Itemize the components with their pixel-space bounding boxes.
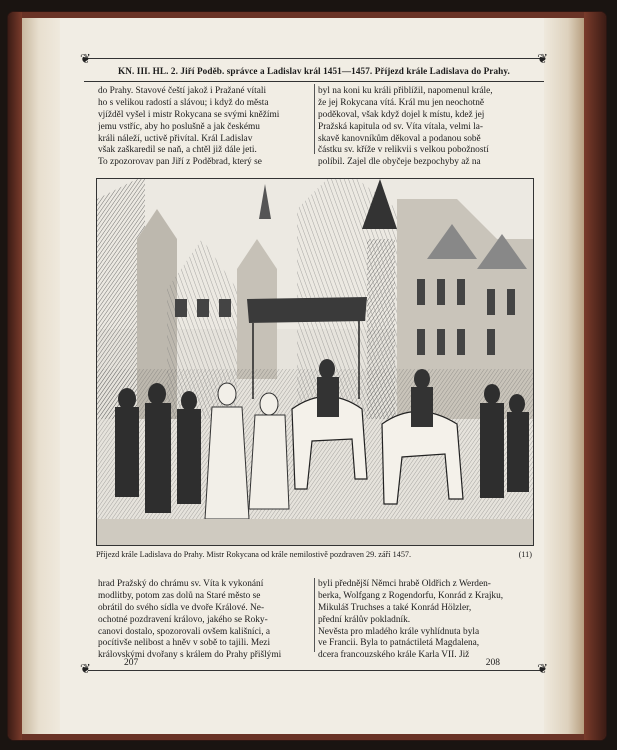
figure-number: (11)	[518, 550, 532, 559]
text-line: Pražská kapitula od sv. Víta vítala, velmi la-	[318, 121, 484, 132]
text-line: dcera francouzského krále Karla VII. Již	[318, 650, 470, 661]
corner-ornament-icon: ❦	[80, 51, 91, 66]
engraving-illustration	[96, 178, 534, 546]
text-line: ve Francii. Byla to patnáctiletá Magdalena,	[318, 638, 480, 649]
text-line: vjížděl vyšel i mistr Rokycana se svými kněžími	[98, 109, 280, 120]
cover-right-edge	[584, 12, 606, 740]
corner-ornament-icon: ❦	[537, 661, 548, 676]
text-column-left-top	[98, 86, 312, 169]
page-stack-right	[544, 18, 584, 734]
text-column-left-bottom	[98, 579, 312, 662]
text-line: částku sv. kříže v relikvii s velkou pobožností	[318, 145, 489, 156]
corner-ornament-icon: ❦	[537, 51, 548, 66]
text-line: ho s velikou radostí a slávou; i když do města	[98, 97, 269, 108]
text-line: přední králův pokladník.	[318, 614, 411, 625]
column-divider	[314, 84, 315, 154]
text-frame	[80, 51, 548, 676]
text-line: To zpozorovav pan Jiří z Poděbrad, který se	[98, 157, 262, 168]
text-line: že jej Rokycana vítá. Král mu jen neochotně	[318, 97, 485, 108]
cover-left-edge	[8, 12, 22, 740]
text-line: políbil. Zajel dle obyčeje bezpochyby až na	[318, 157, 481, 168]
text-line: modlitby, potom zas dolů na Staré město se	[98, 590, 261, 601]
text-line: králi náleží, uctivě přivítal. Král Ladislav	[98, 133, 253, 144]
text-line: jemu vstříc, aby ho poslušně a jak českému	[98, 121, 260, 132]
text-line: Nevěsta pro mladého krále vyhlídnuta byla	[318, 626, 480, 637]
top-rule	[88, 58, 540, 59]
text-line: Mikuláš Truchses a také Konrád Hölzler,	[318, 602, 472, 613]
page-stack-left	[22, 18, 60, 734]
text-line: byl na koni ku králi přiblížil, napomenul krále,	[318, 86, 493, 96]
text-line: byli přednější Němci hrabě Oldřich z Werden-	[318, 579, 491, 589]
text-column-right-bottom	[318, 579, 532, 662]
text-line: královskými dvořany s králem do Prahy přišlými	[98, 650, 282, 661]
text-line: berka, Wolfgang z Rogendorfu, Konrád z Krajku,	[318, 590, 504, 601]
text-line: hrad Pražský do chrámu sv. Víta k vykonání	[98, 579, 264, 589]
running-header: KN. III. HL. 2. Jiří Poděb. správce a Ladislav král 1451—1457. Příjezd krále Ladislava do Prahy.	[118, 66, 510, 76]
text-column-right-top	[318, 86, 532, 169]
header-rule	[84, 81, 544, 82]
text-line: poděkoval, však když dojel k místu, kdež jej	[318, 109, 485, 120]
column-divider	[314, 578, 315, 652]
corner-ornament-icon: ❦	[80, 661, 91, 676]
text-line: do Prahy. Stavové čeští jakož i Pražané vítali	[98, 86, 267, 96]
page-number-left: 207	[124, 658, 139, 668]
text-line: skavě kanovníkům děkoval a podanou sobě	[318, 133, 481, 144]
bottom-rule	[88, 670, 540, 671]
text-line: obrátil do svého sídla ve dvoře Králové. Ne-	[98, 602, 265, 613]
text-line: však zaškaredil se naň, a chtěl již dále jeti.	[98, 145, 257, 156]
text-line: canovi dostalo, spozorovali ovšem kališníci, a	[98, 626, 271, 637]
text-line: ochotné pozdravení královo, jakého se Roky-	[98, 614, 268, 625]
figure-caption	[96, 550, 532, 559]
page-number-right: 208	[485, 658, 500, 668]
caption-text: Příjezd krále Ladislava do Prahy. Mistr Rokycana od krále nemilostivě pozdraven 29. září 1457.	[96, 550, 412, 559]
text-line: pocítivše nelibost a hněv v sobě to tajili. Mezi	[98, 638, 271, 649]
